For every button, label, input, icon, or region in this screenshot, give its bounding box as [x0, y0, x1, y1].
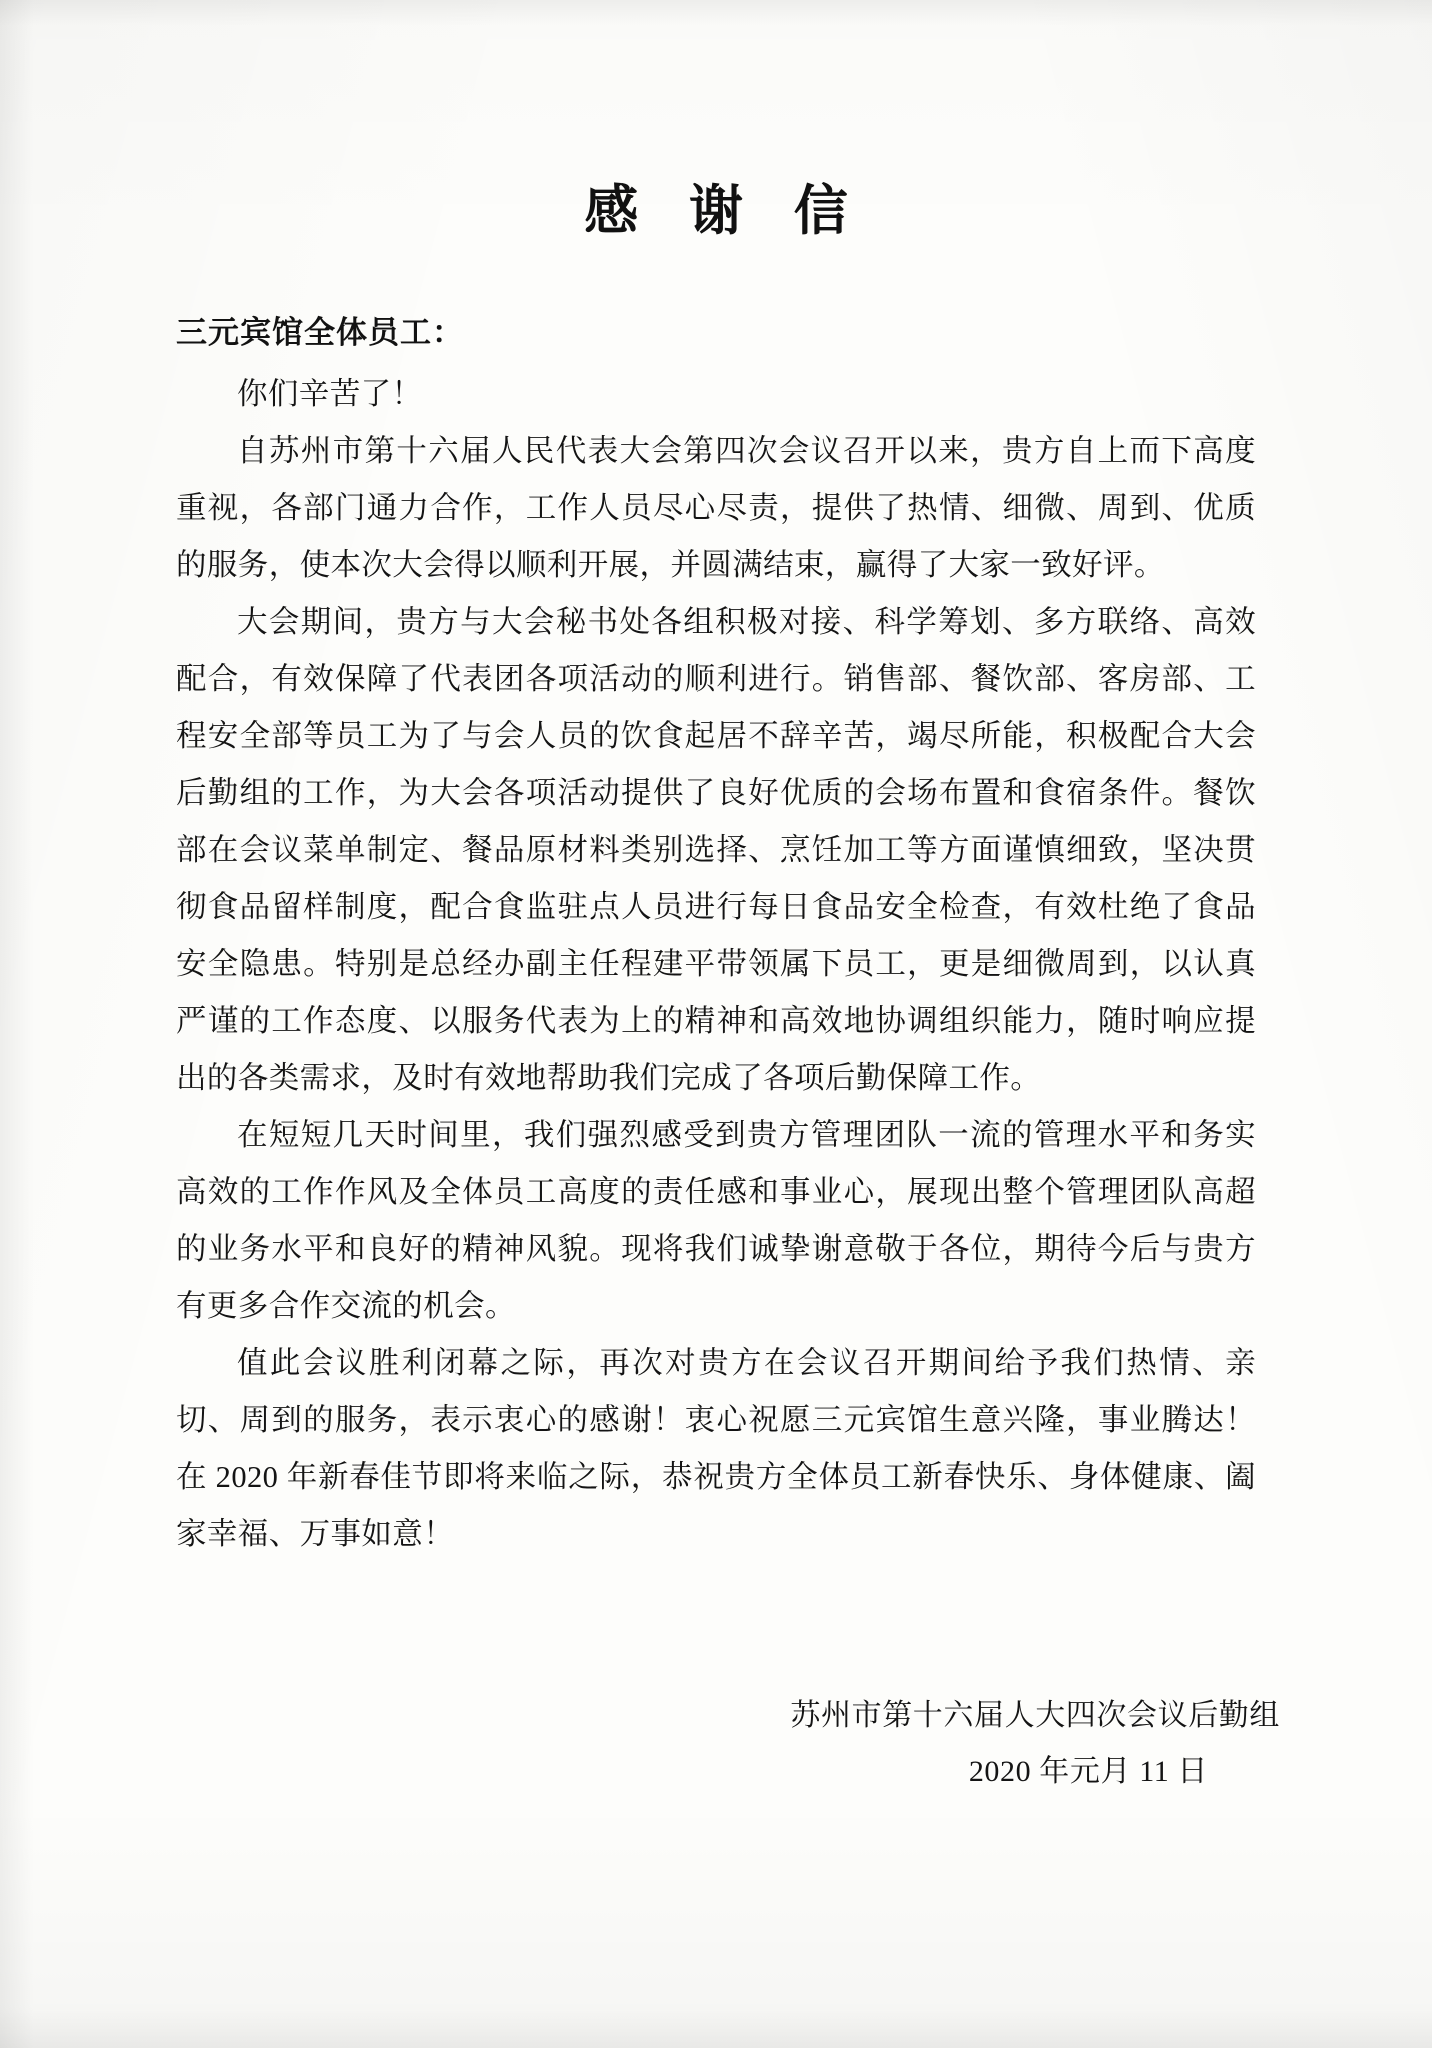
paragraph-3: 在短短几天时间里，我们强烈感受到贵方管理团队一流的管理水平和务实高效的工作作风及全体员工高度的责任感和事业心，展现出整个管理团队高超的业务水平和良好的精神风貌。现将我们诚挚谢意敬于各位，期待今后与贵方有更多合作交流的机会。 [176, 1118, 1256, 1323]
paragraph-4: 值此会议胜利闭幕之际，再次对贵方在会议召开期间给予我们热情、亲切、周到的服务，表示衷心的感谢！衷心祝愿三元宾馆生意兴隆，事业腾达！在 2020 年新春佳节即将来临之际，恭祝贵方全体员工新春快乐、身体健康、阖家幸福、万事如意！ [176, 1346, 1256, 1551]
signature-organization: 苏州市第十六届人大四次会议后勤组 [790, 1699, 1280, 1732]
page-title: 感 谢 信 [584, 178, 864, 242]
signature-date: 2020 年元月 11 日 [968, 1755, 1208, 1788]
letter-body [176, 366, 1256, 1563]
signature-block [790, 1688, 1280, 1800]
paragraph-2: 大会期间，贵方与大会秘书处各组积极对接、科学筹划、多方联络、高效配合，有效保障了代表团各项活动的顺利进行。销售部、餐饮部、客房部、工程安全部等员工为了与会人员的饮食起居不辞辛苦，竭尽所能，积极配合大会后勤组的工作，为大会各项活动提供了良好优质的会场布置和食宿条件。餐饮部在会议菜单制定、餐品原材料类别选择、烹饪加工等方面谨慎细致，坚决贯彻食品留样制度，配合食监驻点人员进行每日食品安全检查，有效杜绝了食品安全隐患。特别是总经办副主任程建平带领属下员工，更是细微周到，以认真严谨的工作态度、以服务代表为上的精神和高效地协调组织能力，随时响应提出的各类需求，及时有效地帮助我们完成了各项后勤保障工作。 [176, 605, 1256, 1095]
paragraph-greeting: 你们辛苦了！ [237, 377, 423, 411]
salutation: 三元宾馆全体员工： [176, 315, 464, 350]
paragraph-1: 自苏州市第十六届人民代表大会第四次会议召开以来，贵方自上而下高度重视，各部门通力合作，工作人员尽心尽责，提供了热情、细微、周到、优质的服务，使本次大会得以顺利开展，并圆满结束，赢得了大家一致好评。 [176, 434, 1256, 582]
